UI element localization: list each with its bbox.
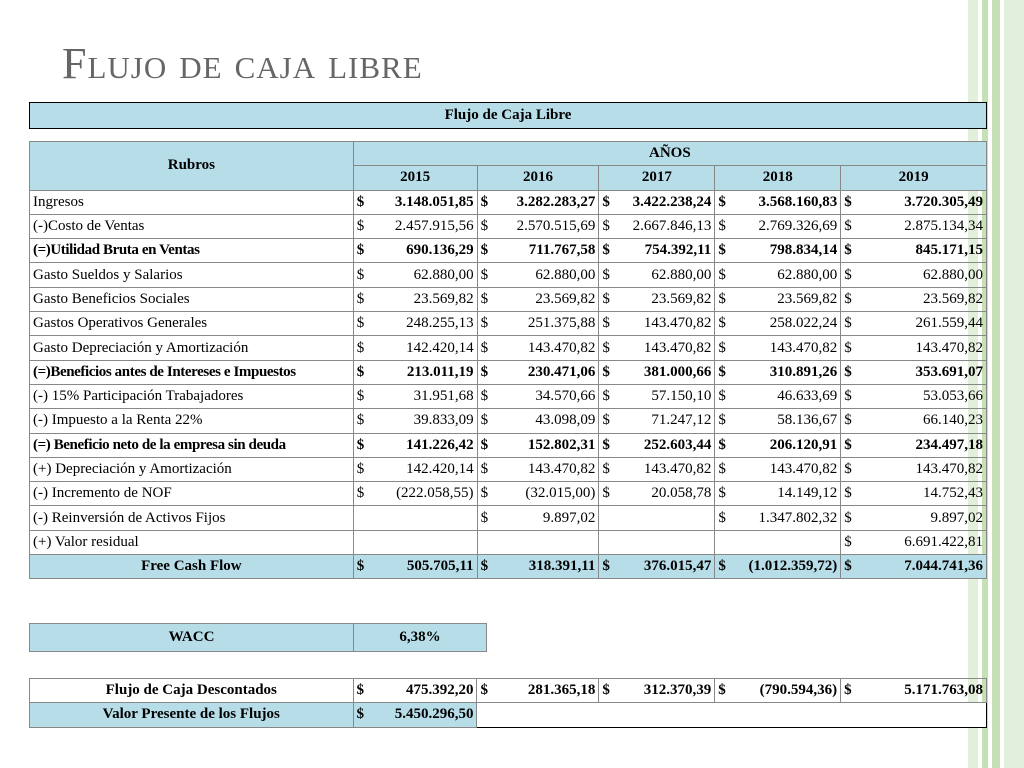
amount-cell: 71.247,12 <box>613 409 715 433</box>
currency-symbol: $ <box>353 409 367 433</box>
row-label: Gastos Operativos Generales <box>30 312 354 336</box>
amount-cell: 152.802,31 <box>491 433 599 457</box>
amount-cell: 7.044.741,36 <box>855 555 987 579</box>
amount-cell: 14.752,43 <box>855 482 987 506</box>
amount-cell: 261.559,44 <box>855 312 987 336</box>
row-label: (=) Beneficio neto de la empresa sin deuda <box>30 433 354 457</box>
amount-cell: 143.470,82 <box>613 336 715 360</box>
amount-cell: 9.897,02 <box>491 506 599 530</box>
amount-cell: 2.457.915,56 <box>367 214 477 238</box>
currency-symbol: $ <box>715 482 729 506</box>
amount-cell: 2.875.134,34 <box>855 214 987 238</box>
amount-cell: 798.834,14 <box>729 239 841 263</box>
table-row <box>30 530 987 554</box>
amount-cell: 23.569,82 <box>613 287 715 311</box>
amount-cell: 66.140,23 <box>855 409 987 433</box>
amount-cell: 1.347.802,32 <box>729 506 841 530</box>
table-row <box>30 360 987 384</box>
currency-symbol: $ <box>599 312 613 336</box>
discounted-table <box>29 678 987 728</box>
table-row <box>30 457 987 481</box>
amount-cell: 230.471,06 <box>491 360 599 384</box>
currency-symbol: $ <box>715 409 729 433</box>
side-bar-green <box>992 0 1000 768</box>
currency-symbol: $ <box>841 482 855 506</box>
amount-cell: 318.391,11 <box>491 555 599 579</box>
currency-symbol: $ <box>715 214 729 238</box>
amount-cell <box>491 530 599 554</box>
amount-cell: 31.951,68 <box>367 384 477 408</box>
currency-symbol: $ <box>353 433 367 457</box>
currency-symbol <box>353 530 367 554</box>
amount-cell: (1.012.359,72) <box>729 555 841 579</box>
header-rubros: Rubros <box>30 142 354 191</box>
row-label: (-) Incremento de NOF <box>30 482 354 506</box>
pv-empty <box>477 703 987 727</box>
amount-cell: 252.603,44 <box>613 433 715 457</box>
currency-symbol: $ <box>841 263 855 287</box>
currency-symbol: $ <box>841 360 855 384</box>
currency-symbol <box>477 530 491 554</box>
currency-symbol: $ <box>841 214 855 238</box>
row-label: Gasto Sueldos y Salarios <box>30 263 354 287</box>
currency-symbol: $ <box>477 384 491 408</box>
amount-cell: 381.000,66 <box>613 360 715 384</box>
currency-symbol: $ <box>715 263 729 287</box>
currency-symbol: $ <box>841 384 855 408</box>
year-header: 2015 <box>353 166 477 190</box>
amount-cell: 206.120,91 <box>729 433 841 457</box>
table-title-banner <box>29 102 987 129</box>
amount-cell: 143.470,82 <box>491 457 599 481</box>
currency-symbol: $ <box>477 482 491 506</box>
currency-symbol: $ <box>599 482 613 506</box>
currency-symbol: $ <box>715 312 729 336</box>
free-cash-flow-label: Free Cash Flow <box>30 555 354 579</box>
row-label: (-)Costo de Ventas <box>30 214 354 238</box>
currency-symbol: $ <box>599 263 613 287</box>
amount-cell: 62.880,00 <box>491 263 599 287</box>
currency-symbol: $ <box>841 239 855 263</box>
amount-cell: 62.880,00 <box>855 263 987 287</box>
table-row <box>30 263 987 287</box>
table-row <box>30 433 987 457</box>
amount-cell: 475.392,20 <box>367 679 477 703</box>
currency-symbol: $ <box>841 312 855 336</box>
pv-label: Valor Presente de los Flujos <box>30 703 354 727</box>
row-label: (-) 15% Participación Trabajadores <box>30 384 354 408</box>
currency-symbol: $ <box>477 287 491 311</box>
amount-cell: 3.282.283,27 <box>491 190 599 214</box>
amount-cell: 14.149,12 <box>729 482 841 506</box>
currency-symbol: $ <box>841 409 855 433</box>
amount-cell: 39.833,09 <box>367 409 477 433</box>
amount-cell: 57.150,10 <box>613 384 715 408</box>
row-label: Gasto Beneficios Sociales <box>30 287 354 311</box>
amount-cell: 43.098,09 <box>491 409 599 433</box>
pv-value: 5.450.296,50 <box>367 703 477 727</box>
currency-symbol: $ <box>841 433 855 457</box>
currency-symbol: $ <box>599 457 613 481</box>
currency-symbol: $ <box>477 263 491 287</box>
amount-cell: 143.470,82 <box>729 336 841 360</box>
currency-symbol: $ <box>715 239 729 263</box>
table-row <box>30 190 987 214</box>
currency-symbol: $ <box>477 555 491 579</box>
amount-cell: 2.667.846,13 <box>613 214 715 238</box>
header-anios: AÑOS <box>353 142 986 166</box>
currency-symbol: $ <box>599 190 613 214</box>
currency-symbol: $ <box>353 312 367 336</box>
currency-symbol <box>715 530 729 554</box>
currency-symbol: $ <box>477 506 491 530</box>
amount-cell: 143.470,82 <box>613 312 715 336</box>
currency-symbol: $ <box>353 336 367 360</box>
amount-cell: 142.420,14 <box>367 457 477 481</box>
currency-symbol: $ <box>353 239 367 263</box>
amount-cell: 234.497,18 <box>855 433 987 457</box>
year-header: 2016 <box>477 166 599 190</box>
amount-cell: 143.470,82 <box>613 457 715 481</box>
amount-cell: 23.569,82 <box>367 287 477 311</box>
amount-cell: 505.705,11 <box>367 555 477 579</box>
currency-symbol: $ <box>715 679 729 703</box>
currency-symbol: $ <box>599 384 613 408</box>
currency-symbol: $ <box>715 190 729 214</box>
amount-cell <box>613 530 715 554</box>
wacc-label: WACC <box>30 624 354 652</box>
currency-symbol: $ <box>353 482 367 506</box>
currency-symbol: $ <box>599 214 613 238</box>
currency-symbol: $ <box>841 287 855 311</box>
amount-cell: (222.058,55) <box>367 482 477 506</box>
amount-cell: 5.171.763,08 <box>855 679 987 703</box>
amount-cell <box>367 530 477 554</box>
currency-symbol <box>353 506 367 530</box>
table-row <box>30 312 987 336</box>
currency-symbol: $ <box>477 239 491 263</box>
amount-cell: 142.420,14 <box>367 336 477 360</box>
amount-cell: 248.255,13 <box>367 312 477 336</box>
amount-cell: 754.392,11 <box>613 239 715 263</box>
currency-symbol: $ <box>477 360 491 384</box>
table-row <box>30 482 987 506</box>
amount-cell: 62.880,00 <box>729 263 841 287</box>
amount-cell: 143.470,82 <box>491 336 599 360</box>
currency-symbol: $ <box>715 433 729 457</box>
amount-cell: 34.570,66 <box>491 384 599 408</box>
amount-cell: 3.720.305,49 <box>855 190 987 214</box>
wacc-table <box>29 623 487 652</box>
currency-symbol: $ <box>599 433 613 457</box>
row-label: Gasto Depreciación y Amortización <box>30 336 354 360</box>
currency-symbol: $ <box>353 555 367 579</box>
table-row <box>30 506 987 530</box>
currency-symbol: $ <box>599 287 613 311</box>
currency-symbol: $ <box>353 190 367 214</box>
amount-cell: (790.594,36) <box>729 679 841 703</box>
currency-symbol: $ <box>841 336 855 360</box>
row-label: (+) Depreciación y Amortización <box>30 457 354 481</box>
row-label: (-) Reinversión de Activos Fijos <box>30 506 354 530</box>
currency-symbol: $ <box>599 555 613 579</box>
currency-symbol: $ <box>599 679 613 703</box>
amount-cell: 23.569,82 <box>729 287 841 311</box>
currency-symbol: $ <box>841 457 855 481</box>
table-row <box>30 239 987 263</box>
amount-cell: 6.691.422,81 <box>855 530 987 554</box>
amount-cell: 53.053,66 <box>855 384 987 408</box>
amount-cell: 46.633,69 <box>729 384 841 408</box>
currency-symbol: $ <box>353 287 367 311</box>
currency-symbol: $ <box>353 214 367 238</box>
table-title: Flujo de Caja Libre <box>444 107 572 123</box>
currency-symbol: $ <box>715 555 729 579</box>
currency-symbol: $ <box>599 409 613 433</box>
currency-symbol: $ <box>715 287 729 311</box>
currency-symbol <box>599 530 613 554</box>
discounted-label: Flujo de Caja Descontados <box>30 679 354 703</box>
amount-cell: 711.767,58 <box>491 239 599 263</box>
amount-cell: 23.569,82 <box>855 287 987 311</box>
amount-cell: 3.568.160,83 <box>729 190 841 214</box>
year-header: 2017 <box>599 166 715 190</box>
amount-cell: 143.470,82 <box>855 336 987 360</box>
amount-cell: 3.148.051,85 <box>367 190 477 214</box>
currency-symbol: $ <box>353 679 367 703</box>
row-label: (+) Valor residual <box>30 530 354 554</box>
amount-cell: 58.136,67 <box>729 409 841 433</box>
currency-symbol: $ <box>599 360 613 384</box>
amount-cell: 62.880,00 <box>613 263 715 287</box>
amount-cell <box>613 506 715 530</box>
amount-cell: 20.058,78 <box>613 482 715 506</box>
amount-cell: 2.570.515,69 <box>491 214 599 238</box>
amount-cell: 213.011,19 <box>367 360 477 384</box>
amount-cell: 141.226,42 <box>367 433 477 457</box>
amount-cell: 251.375,88 <box>491 312 599 336</box>
side-bar-light <box>1004 0 1024 768</box>
currency-symbol: $ <box>477 312 491 336</box>
slide-title: Flujo de caja libre <box>62 39 423 88</box>
currency-symbol <box>599 506 613 530</box>
currency-symbol: $ <box>841 679 855 703</box>
currency-symbol: $ <box>353 457 367 481</box>
row-label: (-) Impuesto a la Renta 22% <box>30 409 354 433</box>
amount-cell: 312.370,39 <box>613 679 715 703</box>
table-row <box>30 214 987 238</box>
currency-symbol: $ <box>715 457 729 481</box>
amount-cell: 353.691,07 <box>855 360 987 384</box>
currency-symbol: $ <box>841 530 855 554</box>
currency-symbol: $ <box>353 384 367 408</box>
amount-cell: 143.470,82 <box>729 457 841 481</box>
currency-symbol: $ <box>599 336 613 360</box>
year-header: 2019 <box>841 166 987 190</box>
currency-symbol: $ <box>353 263 367 287</box>
amount-cell: 2.769.326,69 <box>729 214 841 238</box>
table-row <box>30 409 987 433</box>
amount-cell: 3.422.238,24 <box>613 190 715 214</box>
amount-cell: 62.880,00 <box>367 263 477 287</box>
currency-symbol: $ <box>841 190 855 214</box>
table-row <box>30 287 987 311</box>
currency-symbol: $ <box>599 239 613 263</box>
table-row <box>30 336 987 360</box>
currency-symbol: $ <box>841 555 855 579</box>
currency-symbol: $ <box>477 190 491 214</box>
pv-currency: $ <box>353 703 367 727</box>
table-row <box>30 384 987 408</box>
amount-cell: 23.569,82 <box>491 287 599 311</box>
year-header: 2018 <box>715 166 841 190</box>
amount-cell: 143.470,82 <box>855 457 987 481</box>
amount-cell: (32.015,00) <box>491 482 599 506</box>
currency-symbol: $ <box>477 214 491 238</box>
amount-cell: 376.015,47 <box>613 555 715 579</box>
currency-symbol: $ <box>477 679 491 703</box>
currency-symbol: $ <box>477 409 491 433</box>
amount-cell <box>367 506 477 530</box>
row-label: (=)Beneficios antes de Intereses e Impuestos <box>30 360 354 384</box>
currency-symbol: $ <box>715 506 729 530</box>
amount-cell: 310.891,26 <box>729 360 841 384</box>
row-label: Ingresos <box>30 190 354 214</box>
currency-symbol: $ <box>477 433 491 457</box>
currency-symbol: $ <box>715 360 729 384</box>
wacc-value: 6,38% <box>354 624 487 652</box>
cash-flow-table <box>29 141 987 579</box>
currency-symbol: $ <box>353 360 367 384</box>
amount-cell: 690.136,29 <box>367 239 477 263</box>
amount-cell: 9.897,02 <box>855 506 987 530</box>
currency-symbol: $ <box>477 336 491 360</box>
row-label: (=)Utilidad Bruta en Ventas <box>30 239 354 263</box>
amount-cell: 258.022,24 <box>729 312 841 336</box>
currency-symbol: $ <box>841 506 855 530</box>
currency-symbol: $ <box>715 384 729 408</box>
currency-symbol: $ <box>715 336 729 360</box>
currency-symbol: $ <box>477 457 491 481</box>
amount-cell <box>729 530 841 554</box>
amount-cell: 845.171,15 <box>855 239 987 263</box>
amount-cell: 281.365,18 <box>491 679 599 703</box>
